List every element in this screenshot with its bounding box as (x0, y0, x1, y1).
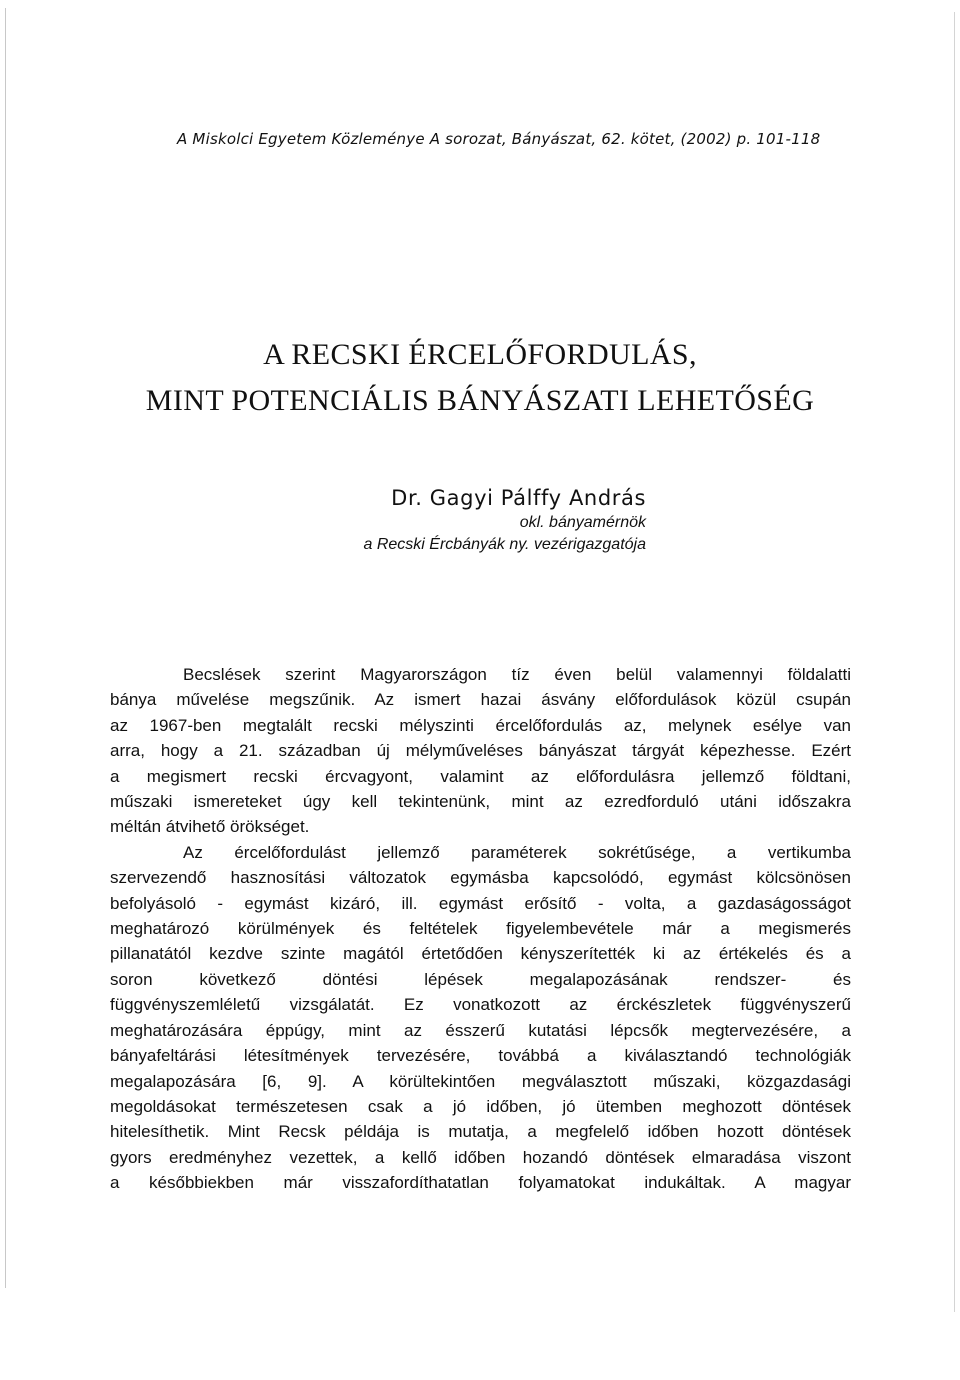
scan-edge-right (954, 12, 955, 1312)
paragraph-line: bányafeltárási létesítmények tervezésére, továbbá a kiválasztandó technológiák (110, 1046, 851, 1066)
scan-edge-left (5, 8, 6, 1288)
journal-reference: A Miskolci Egyetem Közleménye A sorozat, Bányászat, 62. kötet, (2002) p. 101-118 (177, 130, 821, 148)
article-title (100, 332, 860, 424)
author-role-line-2: a Recski Ércbányák ny. vezérigazgatója (363, 536, 646, 553)
paragraph-line: a megismert recski ércvagyont, valamint az előfordulásra jellemző földtani, (110, 766, 851, 786)
paragraph-line: megalapozására [6, 9]. A körültekintően megválasztott műszaki, közgazdasági (110, 1071, 851, 1091)
paragraph-line: Az ércelőfordulást jellemző paraméterek sokrétűsége, a vertikumba (183, 842, 851, 862)
paragraph-line: bánya művelése megszűnik. Az ismert hazai ásvány előfordulások közül csupán (110, 690, 851, 710)
paragraph-1 (110, 662, 851, 840)
paragraph-line: az 1967-ben megtalált recski mélyszinti ércelőfordulás az, melynek esélye van (110, 715, 851, 735)
author-name: Dr. Gagyi Pálffy András (391, 486, 646, 510)
body-text (110, 662, 851, 1196)
paragraph-line: arra, hogy a 21. században új mélyműveléses bányászat tárgyát képezhesse. Ezért (110, 741, 851, 761)
paragraph-2 (110, 840, 851, 1196)
paragraph-line: meghatározó körülmények és feltételek figyelembevétele már a megismerés (110, 919, 851, 939)
paragraph-line: pillanatától kezdve szinte magától értetődően kényszerítették ki az értékelés és a (110, 944, 851, 964)
author-block (300, 484, 646, 556)
paragraph-line: Becslések szerint Magyarországon tíz éven belül valamennyi földalatti (183, 665, 851, 684)
title-line-1: A RECSKI ÉRCELŐFORDULÁS, (263, 338, 697, 371)
paragraph-line: függvényszemléletű vizsgálatát. Ez vonatkozott az érckészletek függvényszerű (110, 995, 851, 1015)
paragraph-line: szervezendő hasznosítási változatok egymásba kapcsolódó, egymást kölcsönösen (110, 868, 851, 888)
paragraph-line: méltán átvihető örökséget. (110, 817, 310, 837)
title-line-2: MINT POTENCIÁLIS BÁNYÁSZATI LEHETŐSÉG (145, 384, 815, 417)
author-role-line-1: okl. bányamérnök (519, 514, 646, 531)
paragraph-line: meghatározására éppúgy, mint az ésszerű kutatási lépcsők megtervezésére, a (110, 1020, 851, 1040)
paragraph-line: megoldásokat természetesen csak a jó időben, jó ütemben meghozott döntések (110, 1096, 851, 1116)
paragraph-line: műszaki ismereteket úgy kell tekintenünk, mint az ezredforduló utáni időszakra (110, 792, 851, 812)
paragraph-line: hitelesíthetik. Mint Recsk példája is mutatja, a megfelelő időben hozott döntések (110, 1122, 851, 1142)
paragraph-line: gyors eredményhez vezettek, a kellő időben hozandó döntések elmaradása viszont (110, 1147, 851, 1167)
paragraph-line: befolyásoló - egymást kizáró, ill. egymást erősítő - volta, a gazdaságosságot (110, 893, 851, 913)
paragraph-line: soron következő döntési lépések megalapozásának rendszer- és (110, 969, 851, 989)
paragraph-line: a későbbiekben már visszafordíthatatlan folyamatokat indukáltak. A magyar (110, 1173, 851, 1193)
